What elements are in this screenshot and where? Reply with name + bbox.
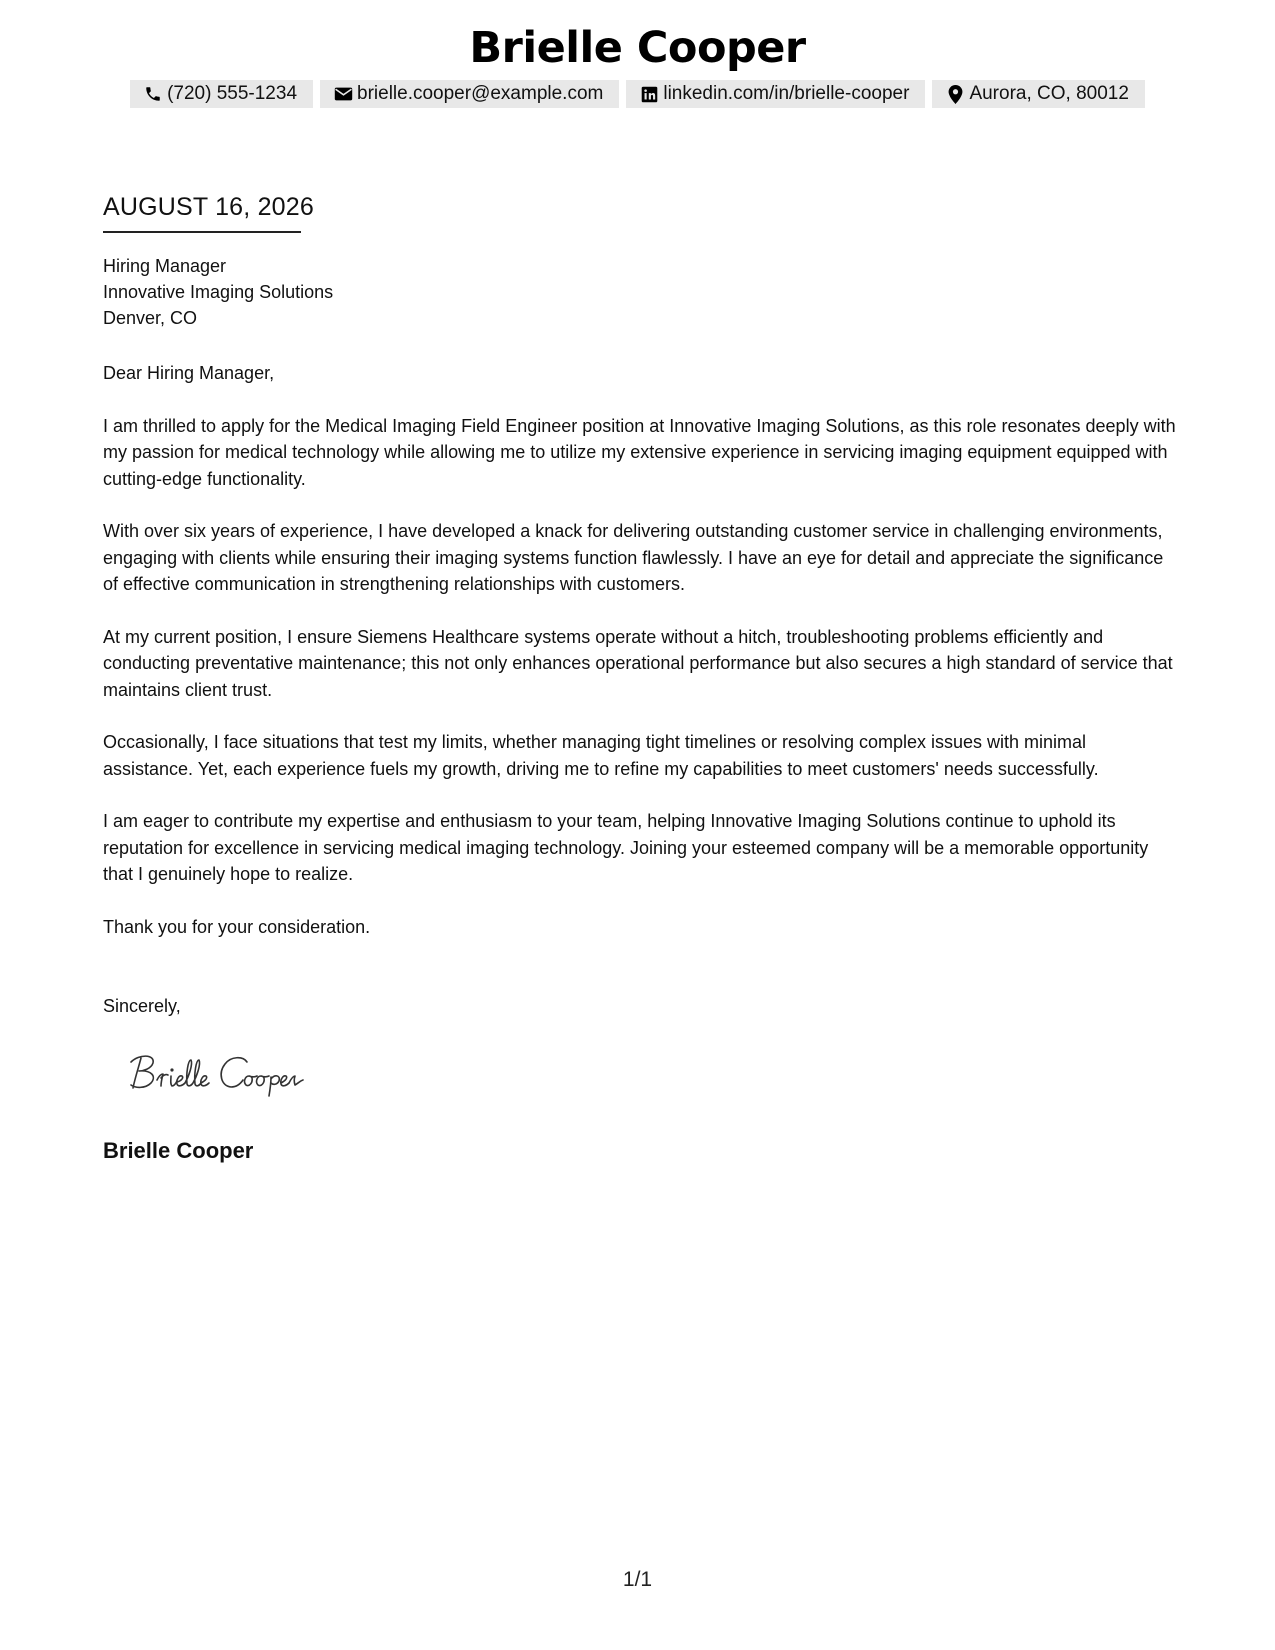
closing: Sincerely, [103, 996, 181, 1016]
letter-body [103, 360, 1178, 966]
paragraph-thanks: Thank you for your consideration. [103, 916, 371, 937]
phone-icon [143, 84, 163, 104]
recipient-company: Innovative Imaging Solutions [103, 282, 334, 302]
map-pin-icon [945, 84, 965, 104]
handwritten-signature [125, 1050, 345, 1100]
date-underline [103, 231, 301, 233]
recipient-title: Hiring Manager [103, 256, 227, 276]
envelope-icon [333, 84, 353, 104]
letter-date: AUGUST 16, 2026 [103, 193, 314, 221]
contact-email-text: brielle.cooper@example.com [357, 83, 604, 104]
paragraph: I am thrilled to apply for the Medical Imaging Field Engineer position at Innovative Imaging Solutions, as this role resonates deeply with my passion for medical technology while allowing me to utilize my extensive experience in servicing imaging equipment equipped with cutting-edge functionality. [103, 415, 1176, 489]
paragraph: I am eager to contribute my expertise and enthusiasm to your team, helping Innovative Imaging Solutions continue to uphold its reputation for excellence in servicing medical imaging technology. Joining your esteemed company will be a memorable opportunity that I genuinely hope to realize. [103, 811, 1149, 884]
linkedin-icon [639, 84, 659, 104]
paragraph: At my current position, I ensure Siemens Healthcare systems operate without a hitch, troubleshooting problems efficiently and conducting preventative maintenance; this not only enhances operational performance but also secures a high standard of service that maintains client trust. [103, 626, 1173, 700]
paragraph: With over six years of experience, I have developed a knack for delivering outstanding customer service in challenging environments, engaging with clients while ensuring their imaging systems function flawlessly. I have an eye for detail and appreciate the significance of effective communication in strengthening relationships with customers. [103, 521, 1164, 594]
contact-phone-text: (720) 555-1234 [167, 83, 298, 104]
contact-phone [130, 80, 313, 108]
page-indicator: 1/1 [622, 1568, 653, 1591]
contact-location-text: Aurora, CO, 80012 [969, 83, 1129, 104]
recipient-location: Denver, CO [103, 308, 198, 328]
paragraph: Occasionally, I face situations that test my limits, whether managing tight timelines or resolving complex issues with minimal assistance. Yet, each experience fuels my growth, driving me to refine my capabilities to meet customers' needs successfully. [103, 732, 1099, 779]
contact-linkedin-text: linkedin.com/in/brielle-cooper [663, 83, 910, 104]
contact-location [932, 80, 1144, 108]
contact-bar [0, 80, 1275, 108]
salutation: Dear Hiring Manager, [103, 363, 275, 383]
applicant-name: Brielle Cooper [469, 23, 806, 73]
recipient-block [103, 253, 333, 331]
contact-email [320, 80, 619, 108]
signer-name: Brielle Cooper [103, 1138, 254, 1163]
contact-linkedin [626, 80, 925, 108]
